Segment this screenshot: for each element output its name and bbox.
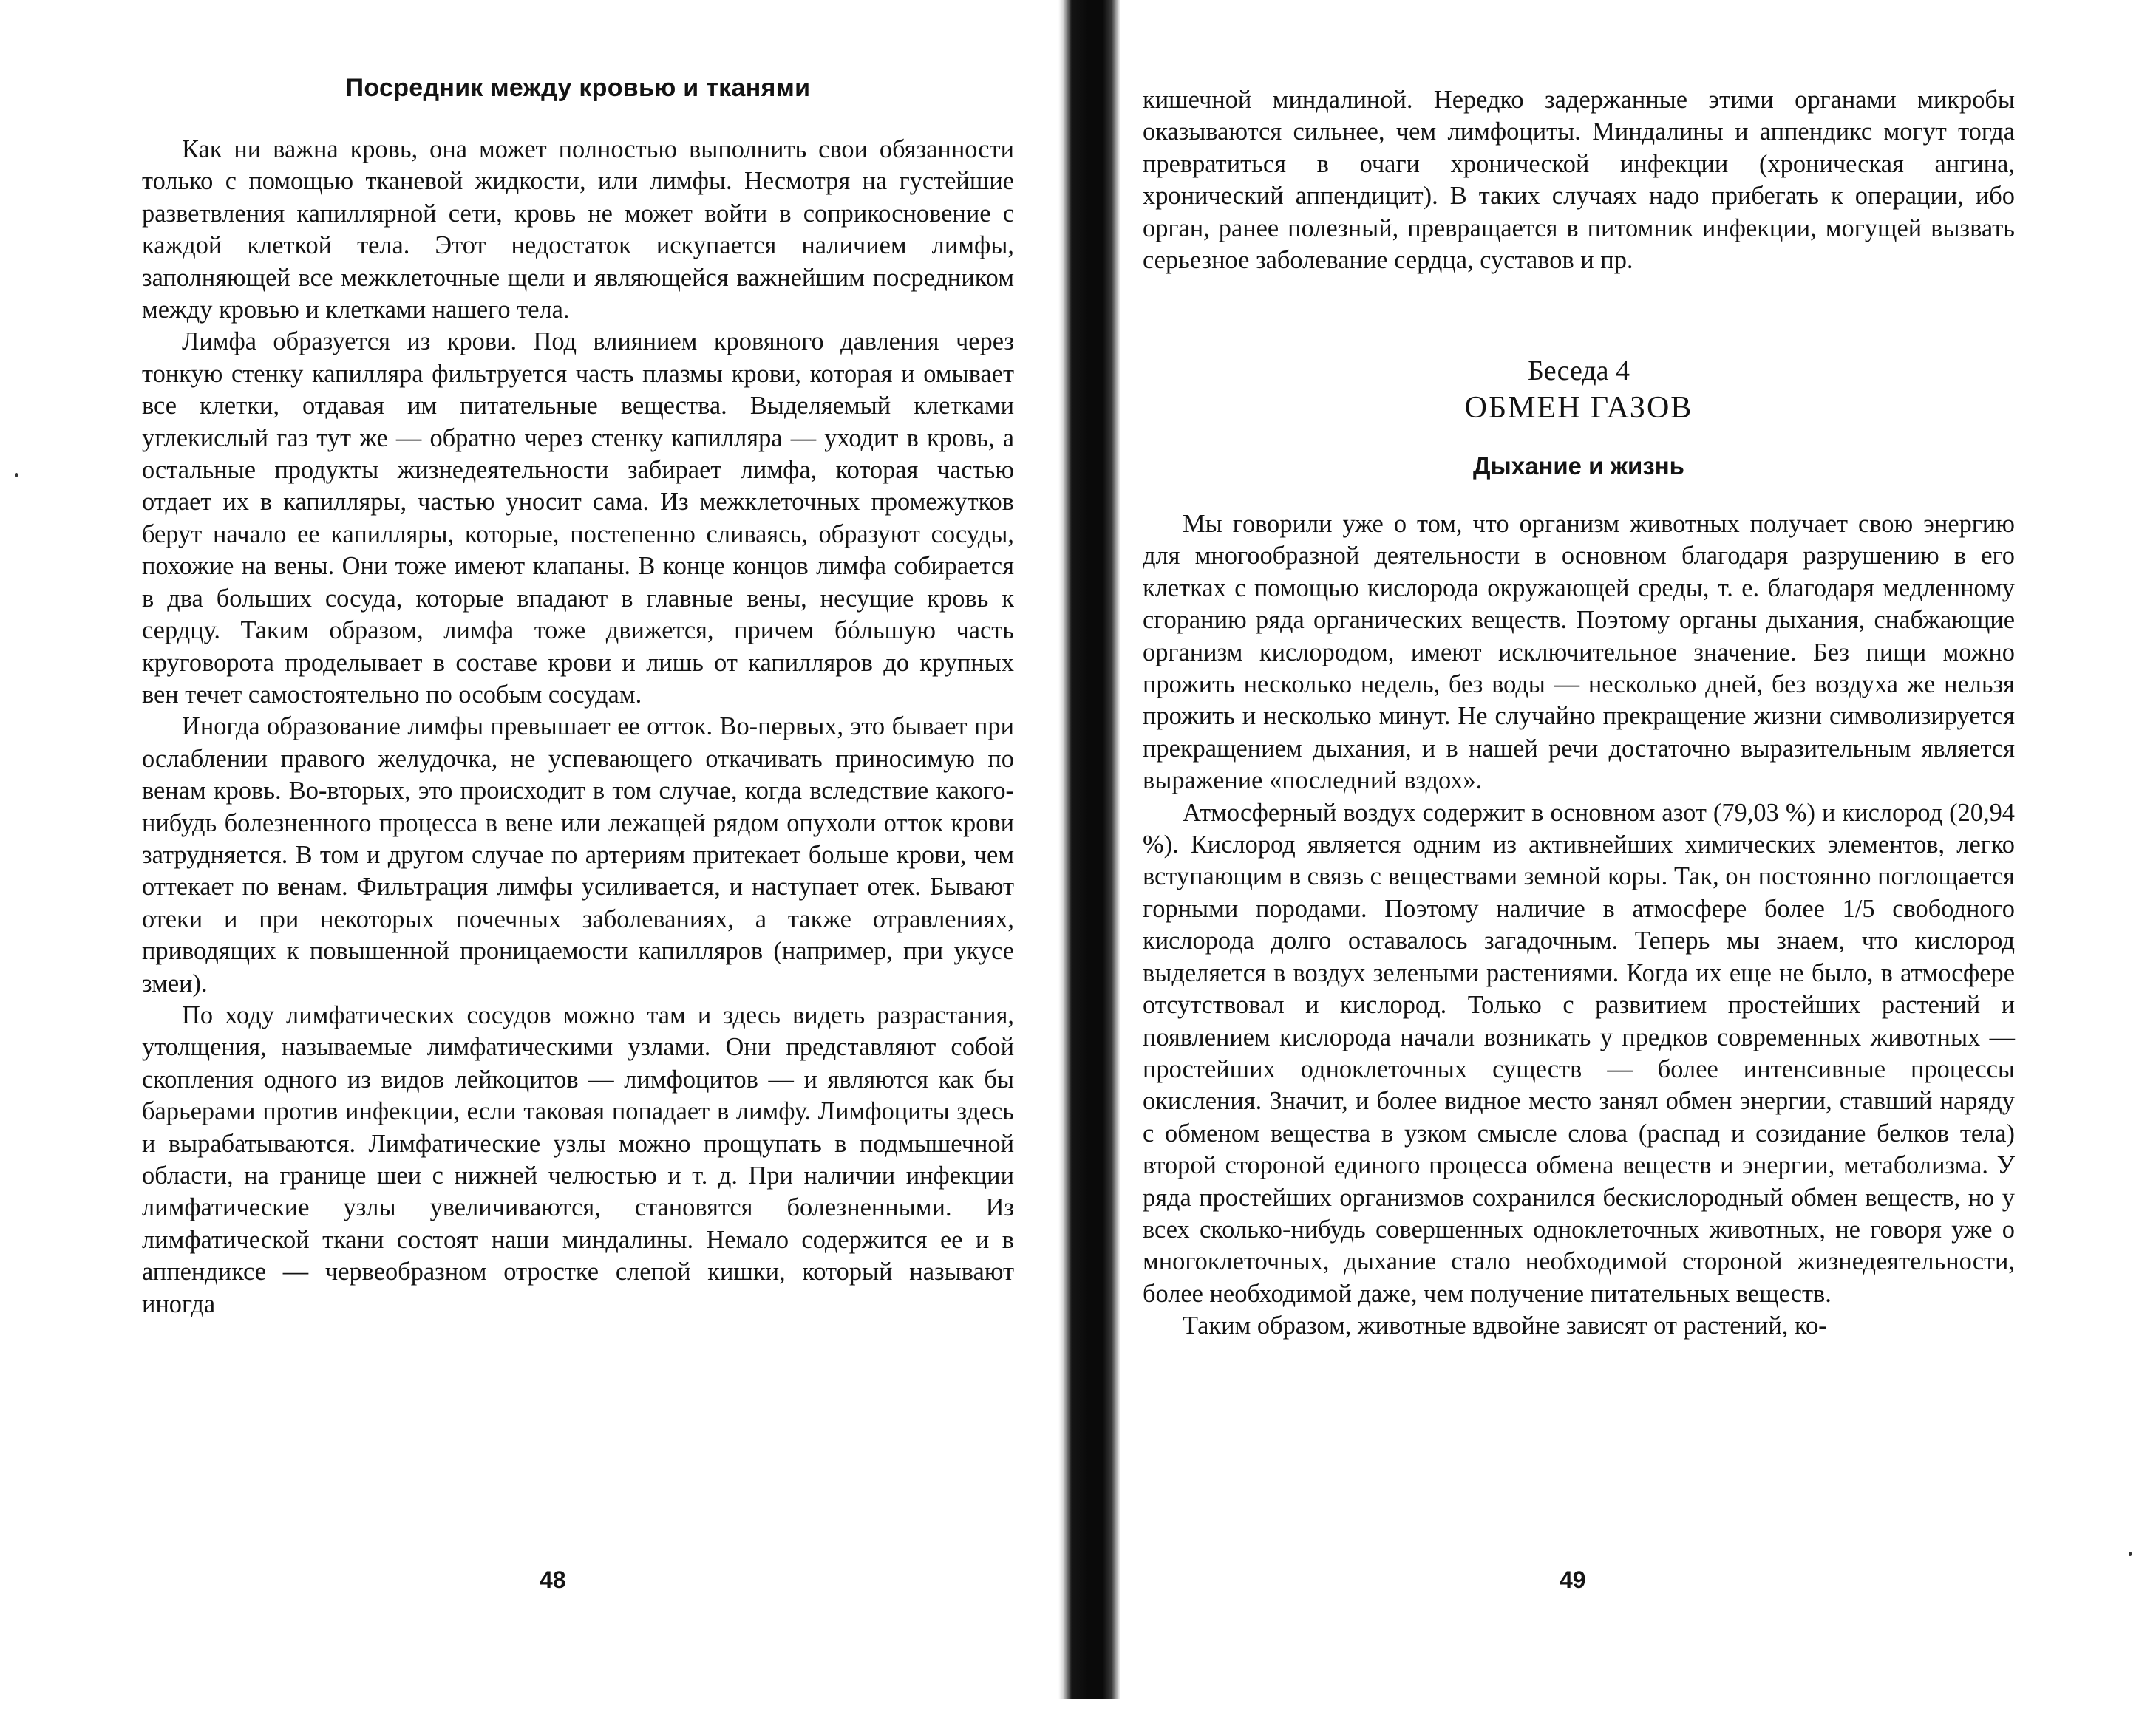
scan-speck [2129,1552,2132,1556]
paragraph: Атмосферный воздух содержит в основном азот (79,03 %) и кислород (20,94 %). Кислород является одним из активнейших химических элементов, легко вступающим в связь с веществами земной коры. Так, он постоянно поглощается горными породами. Поэтому наличие в атмосфере более 1/5 свободного кислорода долго оставалось загадочным. Теперь мы знаем, что кислород выделяется в воздух зелеными растениями. Когда их еще не было, в атмосфере отсутствовал и кислород. Только с развитием простейших растений и появлением кислорода начали возникать у предков современных животных — простейших одноклеточных существ — более интенсивные процессы окисления. Значит, и более видное место занял обмен энергии, ставший наряду с обменом вещества в узком смысле слова (распад и созидание белков тела) второй стороной единого процесса обмена веществ и энергии, метаболизма. У ряда простейших организмов сохранился бескислородный обмен веществ, но у всех сколько-нибудь совершенных одноклеточных животных, не говоря уже о многоклеточных, дыхание стало необходимой стороной жизнедеятельности, более необходимой даже, чем получение питательных веществ. [1143,798,2015,1308]
page-number-right: 49 [1560,1566,1586,1593]
paragraph: Иногда образование лимфы превышает ее отток. Во-первых, это бывает при ослаблении правого желудочка, не успевающего откачивать приносимую по венам кровь. Во-вторых, это происходит в том случае, когда вследствие какого-нибудь болезненного процесса в вене или лежащей рядом опухоли отток крови затрудняется. В том и другом случае по артериям притекает больше крови, чем оттекает по венам. Фильтрация лимфы усиливается, и наступает отек. Бывают отеки и при некоторых почечных заболеваниях, а также отравлениях, приводящих к повышенной проницаемости капилляров (например, при укусе змеи). [142,712,1014,998]
section-heading: Дыхание и жизнь [1473,452,1684,480]
section-heading: Посредник между кровью и тканями [345,74,811,102]
paragraph: Лимфа образуется из крови. Под влиянием кровяного давления через тонкую стенку капилляра фильтруется часть плазмы крови, которая и омывает все клетки, отдавая им питательные вещества. Выделяемый клетками углекислый газ тут же — обратно через стенку капилляра — уходит в кровь, а остальные продукты жизнедеятельности забирает лимфа, которая частью отдает их в капилляры, частью уносит сама. Из межклеточных промежутков берут начало ее капилляры, которые, постепенно сливаясь, образуют сосуды, похожие на вены. Они тоже имеют клапаны. В конце концов лимфа собирается в два больших сосуда, которые впадают в главные вены, несущие кровь к сердцу. Таким образом, лимфа тоже движется, причем бóльшую часть круговорота проделывает в составе крови и лишь от капилляров до крупных вен течет самостоятельно по особым сосудам. [142,327,1014,709]
right-page-text [1143,508,2015,1343]
paragraph: Таким образом, животные вдвойне зависят от растений, ко- [1183,1312,1827,1340]
paragraph: Мы говорили уже о том, что организм животных получает свою энергию для многообразной деятельности в основном благодаря разрушению в его клетках с помощью кислорода окружающей среды, т. е. благодаря медленному сгоранию ряда органических веществ. Поэтому органы дыхания, снабжающие организм кислородом, имеют исключительное значение. Без пищи можно прожить несколько недель, без воды — несколько дней, без воздуха же нельзя прожить и несколько минут. Не случайно прекращение жизни символизируется прекращением дыхания, и в нашей речи достаточно выразительным является выражение «последний вздох». [1143,510,2015,795]
chapter-label: Беседа 4 [1527,355,1630,386]
scan-speck [15,473,18,477]
left-page-text [142,74,1014,1320]
page-number-left: 48 [540,1566,566,1593]
paragraph: кишечной миндалиной. Нередко задержанные этими органами микробы оказываются сильнее, чем лимфоциты. Миндалины и аппендикс могут тогда превратиться в очаги хронической инфекции (хроническая ангина, хронический аппендицит). В таких случаях надо прибегать к операции, ибо орган, ранее полезный, превращается в питомник инфекции, могущей вызвать серьезное заболевание сердца, суставов и пр. [1143,86,2015,275]
book-gutter [1058,0,1120,1715]
paragraph: Как ни важна кровь, она может полностью выполнить свои обязанности только с помощью тканевой жидкости, или лимфы. Несмотря на густейшие разветвления капиллярной сети, кровь не может войти в соприкосновение с каждой клеткой тела. Этот недостаток искупается наличием лимфы, заполняющей все межклеточные щели и являющейся важнейшим посредником между кровью и клетками нашего тела. [142,135,1014,324]
chapter-title: ОБМЕН ГАЗОВ [1464,391,1693,425]
scan-bottom-edge [0,1699,2156,1715]
right-page-continuation [1143,84,2015,276]
paragraph: По ходу лимфатических сосудов можно там и здесь видеть разрастания, утолщения, называемые лимфатическими узлами. Они представляют собой скопления одного из видов лейкоцитов — лимфоцитов — и являются как бы барьерами против инфекции, если таковая попадает в лимфу. Лимфоциты здесь и вырабатываются. Лимфатические узлы можно прощупать в подмышечной области, на границе шеи с нижней челюстью и т. д. При наличии инфекции лимфатические узлы увеличиваются, становятся болезненными. Из лимфатической ткани состоят наши миндалины. Немало содержится ее и в аппендиксе — червеобразном отростке слепой кишки, который называют иногда [142,1000,1014,1318]
